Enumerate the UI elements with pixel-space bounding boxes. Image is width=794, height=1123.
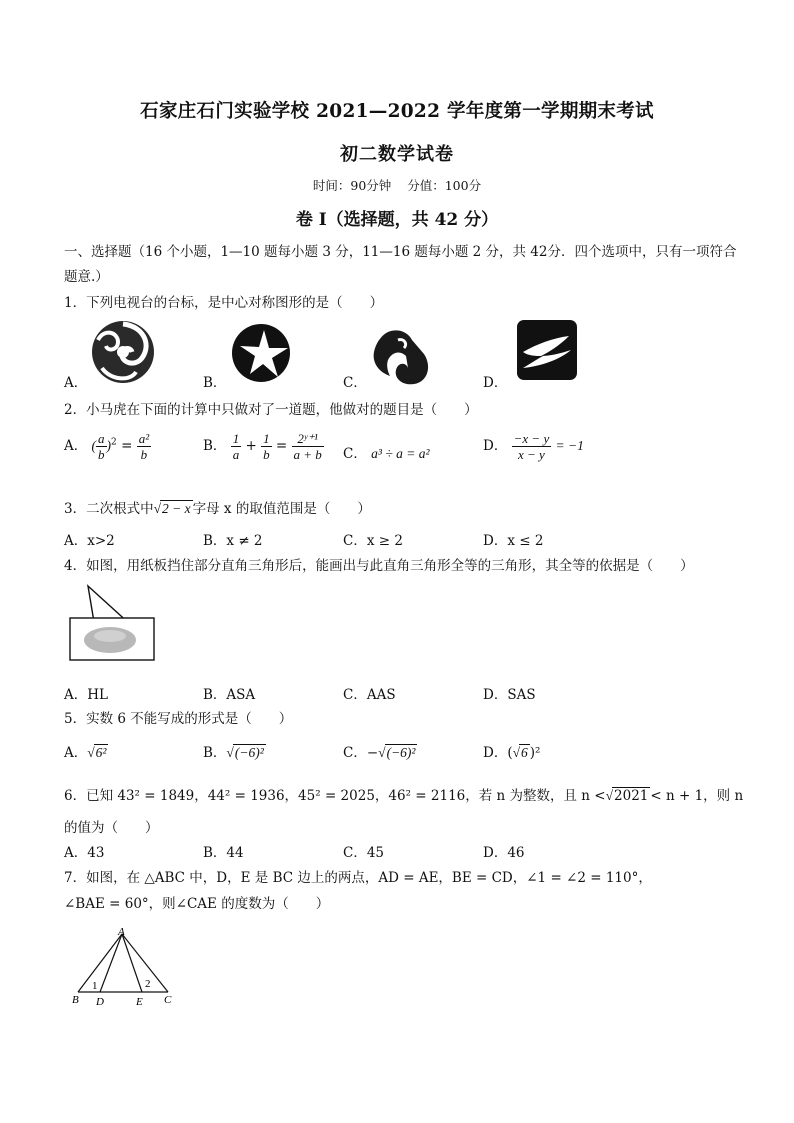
q4-stem: 4．如图，用纸板挡住部分直角三角形后，能画出与此直角三角形全等的三角形，其全等的依据是（ ） <box>64 558 694 574</box>
q5-option-a <box>64 741 108 761</box>
radical-sign: √ <box>605 788 614 803</box>
q3-option-d: D．x ≤ 2 <box>483 533 544 549</box>
fig-label-angle-2: 2 <box>145 978 151 990</box>
q5-option-d <box>483 741 540 761</box>
q2-a-eq: = <box>121 438 133 454</box>
q2-b-num3: 2ʸ⁺¹ <box>292 431 324 447</box>
q2-b-den2: b <box>263 447 270 462</box>
q3-stem-post: 字母 x 的取值范围是（ ） <box>192 501 371 517</box>
q3-option-a: A．x>2 <box>64 533 115 549</box>
q6-option-c: C．45 <box>343 845 385 861</box>
q4-option-c: C．AAS <box>343 687 396 703</box>
q2-a-den2: b <box>140 447 148 462</box>
q2-c-label: C． <box>343 446 367 462</box>
q2-b-num1: 1 <box>232 431 240 446</box>
q5-d-pre: ( <box>507 745 513 761</box>
q1-stem: 1．下列电视台的台标，是中心对称图形的是（ ） <box>64 295 384 311</box>
q2-b-eq: = <box>275 438 288 454</box>
q5-d-radicand: 6 <box>521 745 528 760</box>
q5-d-label: D． <box>483 745 508 761</box>
spiral-logo-icon <box>88 318 158 386</box>
q2-a-num2: a² <box>138 431 150 446</box>
q6-stem <box>64 784 743 804</box>
q5-c-radicand: (−6)² <box>386 745 416 760</box>
section-instructions-1: 一、选择题（16 个小题，1—10 题每小题 3 分，11—16 题每小题 2 分，共 42分．四个选项中，只有一项符合 <box>64 244 737 260</box>
q6-stem-pre: 6．已知 43² = 1849，44² = 1936，45² = 2025，46² = 2116，若 n 为整数，且 n < <box>64 788 606 804</box>
swoosh-logo-icon <box>368 326 434 386</box>
q6-option-b: B．44 <box>203 845 244 861</box>
q2-a-label: A． <box>64 438 88 454</box>
q2-b-label: B． <box>203 438 227 454</box>
q5-option-b <box>203 741 266 761</box>
q5-b-label: B． <box>203 745 227 761</box>
q1-option-b: B． <box>203 375 227 391</box>
q5-option-c <box>343 741 417 761</box>
q3-option-b: B．x ≠ 2 <box>203 533 263 549</box>
triangle-abc-figure <box>66 924 182 1006</box>
q2-d-fraction <box>512 431 552 462</box>
q4-option-d: D．SAS <box>483 687 536 703</box>
fig-label-b: B <box>72 994 79 1006</box>
radical-sign: √ <box>512 745 521 760</box>
q3-stem <box>64 497 371 517</box>
q3-radicand: 2 − x <box>162 501 191 516</box>
q2-a-den1: b <box>98 447 105 462</box>
q2-b-fraction2 <box>261 431 272 462</box>
q5-c-label: C． <box>343 745 367 761</box>
q2-a-fraction2 <box>137 431 151 462</box>
q2-option-b <box>203 431 324 462</box>
q5-stem: 5．实数 6 不能写成的形式是（ ） <box>64 711 293 727</box>
q2-b-plus: + <box>245 438 257 454</box>
q2-b-fraction1 <box>231 431 242 462</box>
paren: ) <box>106 438 112 453</box>
paren: ( <box>91 438 97 453</box>
q1-option-c: C． <box>343 375 367 391</box>
q2-stem: 2．小马虎在下面的计算中只做对了一道题，他做对的题目是（ ） <box>64 402 478 418</box>
q5-a-radicand: 6² <box>95 745 107 760</box>
q5-d-post: )² <box>529 745 541 761</box>
q7-stem-line2: ∠BAE = 60°，则∠CAE 的度数为（ ） <box>64 896 330 912</box>
q2-option-a <box>64 431 151 462</box>
radical-sign: √ <box>378 745 386 760</box>
q6-stem-post: < n + 1，则 n <box>650 788 744 804</box>
q6-option-a: A．43 <box>64 845 105 861</box>
fig-label-angle-1: 1 <box>92 980 98 992</box>
q5-b-radicand: (−6)² <box>234 745 264 760</box>
q2-a-fraction1 <box>96 431 107 462</box>
q2-d-den: x − y <box>518 447 545 462</box>
triangle-board-figure <box>66 582 158 664</box>
q6-radicand: 2021 <box>614 788 649 804</box>
q2-d-label: D． <box>483 438 508 454</box>
q6-option-d: D．46 <box>483 845 525 861</box>
radical-sign: √ <box>226 745 234 760</box>
q5-a-label: A． <box>64 745 88 761</box>
fig-label-e: E <box>136 996 143 1006</box>
q5-c-sign: − <box>366 745 379 761</box>
section-title: 卷 I（选择题，共 42 分） <box>295 210 499 230</box>
star-disc-logo-icon <box>230 322 292 384</box>
q6-stem-line2: 的值为（ ） <box>64 820 159 836</box>
q3-option-c: C．x ≥ 2 <box>343 533 403 549</box>
radical-sign: √ <box>87 745 95 760</box>
square-wave-logo-icon <box>515 318 579 382</box>
q2-option-c <box>343 442 430 462</box>
q1-option-d: D． <box>483 375 508 391</box>
q7-stem-line1: 7．如图，在 △ABC 中，D，E 是 BC 边上的两点，AD = AE，BE = CD，∠1 = ∠2 = 110°， <box>64 870 652 886</box>
radical-sign: √ <box>153 501 162 516</box>
q2-b-den1: a <box>232 447 240 462</box>
fig-label-d: D <box>96 996 104 1006</box>
section-instructions-2: 题意.） <box>64 269 109 285</box>
q2-d-rhs: = −1 <box>555 438 584 453</box>
q4-option-b: B．ASA <box>203 687 256 703</box>
fig-label-a: A <box>118 926 125 938</box>
q2-b-num2: 1 <box>263 431 270 446</box>
q2-b-den3: a + b <box>293 447 322 462</box>
q2-a-exp: 2 <box>111 437 117 448</box>
q1-option-a: A． <box>64 375 88 391</box>
exam-title: 石家庄石门实验学校 2021—2022 学年度第一学期期末考试 <box>140 101 654 122</box>
q3-stem-pre: 3．二次根式中 <box>64 501 154 517</box>
q4-option-a: A．HL <box>64 687 108 703</box>
fig-label-c: C <box>164 994 172 1006</box>
time-info: 时间：90分钟 分值：100分 <box>312 178 482 193</box>
q2-c-expr: a³ ÷ a = a² <box>371 446 430 461</box>
exam-subtitle: 初二数学试卷 <box>340 144 454 165</box>
q2-b-fraction3 <box>292 431 324 462</box>
q2-option-d <box>483 431 584 462</box>
q2-a-num1: a <box>98 431 105 446</box>
q2-d-num: −x − y <box>513 431 550 446</box>
